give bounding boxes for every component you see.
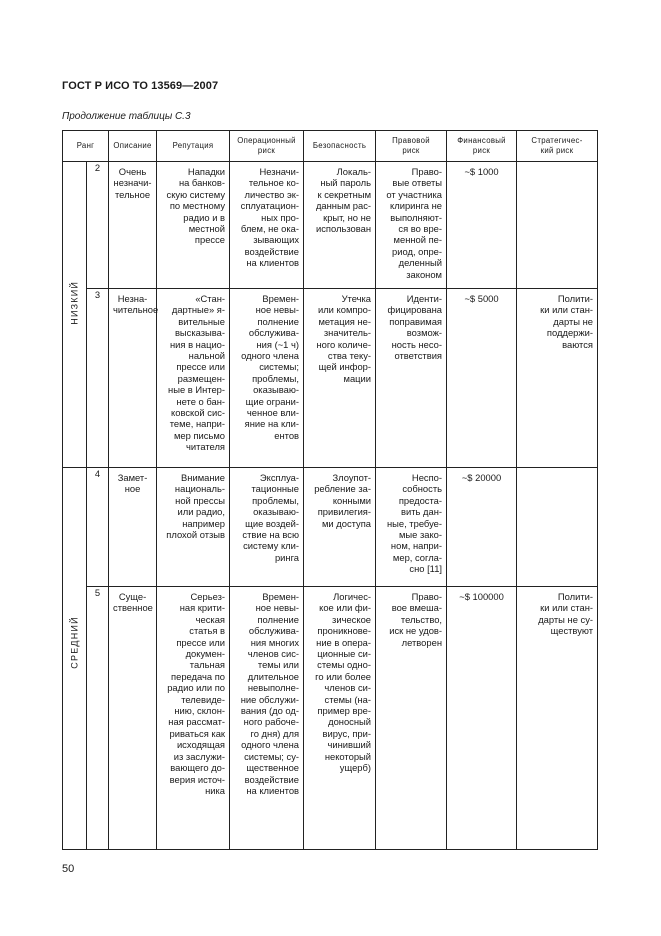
rank-cell: 3 <box>87 289 109 468</box>
financial-risk-cell: ~$ 5000 <box>464 293 499 304</box>
security-cell: Логичес- кое или фи- зическое проникнове- ние в опера- ционные си- стемы одно- го или более членов си- стемы (на- пример вре- доносный вирус, при- чинивший некоторый ущерб) <box>315 591 372 774</box>
header-description: Описание <box>109 131 157 162</box>
financial-risk-cell: ~$ 20000 <box>461 472 502 483</box>
table-row <box>63 289 598 468</box>
operational-risk-cell: Времен- ное невы- полнение обслужива- ния многих членов сис- темы или длительное невыполне- ние обслужи- вания (до од- ного рабоче- го дня) для одного члена системы; су- щественное воздействие на клиентов <box>240 591 300 796</box>
table-row <box>63 162 598 289</box>
level-low-cell <box>63 162 87 468</box>
table-caption: Продолжение таблицы С.3 <box>62 111 191 122</box>
table-row <box>63 468 598 587</box>
operational-risk-cell: Эксплуа- тационные проблемы, оказываю- щие воздей- ствие на всю систему кли- ринга <box>242 472 300 563</box>
security-cell: Локаль- ный пароль к секретным данным рас- крыт, но не использован <box>315 166 372 235</box>
legal-risk-cell: Иденти- фицирована поправимая возмож- ность несо- ответствия <box>387 293 443 362</box>
rank-cell: 4 <box>87 468 109 587</box>
header-security: Безопасность <box>304 131 376 162</box>
reputation-cell: Серьез- ная крити- ческая статья в прессе или докумен- тальная передача по радио или по телевиде- нию, склон- ная рассмат- риваться как исходящая из заслужи- вающего до- верия источ- ника <box>167 591 226 796</box>
description-cell: Очень незначи- тельное <box>113 166 152 200</box>
description-cell: Незна- чительное <box>113 293 159 316</box>
financial-risk-cell: ~$ 100000 <box>459 591 504 602</box>
level-medium-cell <box>63 468 87 850</box>
strategic-risk-cell <box>517 468 597 474</box>
document-standard-header: ГОСТ Р ИСО ТО 13569—2007 <box>62 80 219 92</box>
reputation-cell: «Стан- дартные» я- вительные высказыва- ния в нацио- нальной прессе или размещен- ные в Интер- нете о бан- ковской сис- теме, напри- мер письмо читателя <box>168 293 226 453</box>
description-cell: Суще- ственное <box>113 591 153 614</box>
rank-cell: 2 <box>87 162 109 289</box>
legal-risk-cell: Право- вое вмеша- тельство, иск не удов- летворен <box>389 591 443 648</box>
header-reputation: Репутация <box>157 131 230 162</box>
header-legal-risk: Правовой риск <box>376 131 447 162</box>
header-strategic-risk: Стратегичес- кий риск <box>517 131 598 162</box>
header-financial-risk: Финансовый риск <box>447 131 517 162</box>
reputation-cell: Внимание националь- ной прессы или радио, например плохой отзыв <box>166 472 226 541</box>
description-cell: Замет- ное <box>117 472 148 495</box>
table-header-row <box>63 131 598 162</box>
security-cell: Утечка или компро- метация не- значитель- ного количе- ства теку- щей инфор- мации <box>316 293 372 384</box>
legal-risk-cell: Неспо- собность предоста- вить дан- ные, требуе- мые зако- ном, напри- мер, согла- сно [11] <box>386 472 443 575</box>
operational-risk-cell: Незначи- тельное ко- личество эк- сплуатацион- ных про- блем, не ока- зывающих воздействие на клиентов <box>240 166 300 269</box>
page-number: 50 <box>62 863 75 875</box>
table-row <box>63 587 598 850</box>
strategic-risk-cell: Полити- ки или стан- дарты не поддержи- ваются <box>540 293 594 350</box>
strategic-risk-cell <box>517 162 597 168</box>
risk-table <box>62 130 598 850</box>
operational-risk-cell: Времен- ное невы- полнение обслужива- ния (~1 ч) одного члена системы; проблемы, оказываю- щие ограни- ченное вли- яние на кли- ентов <box>241 293 300 441</box>
reputation-cell: Нападки на банков- скую систему по местному радио и в местной прессе <box>166 166 226 246</box>
security-cell: Злоупот- ребление за- конными привилегия- ми доступа <box>314 472 372 529</box>
strategic-risk-cell: Полити- ки или стан- дарты не су- ществуют <box>538 591 594 637</box>
rank-cell: 5 <box>87 587 109 850</box>
level-label: СРЕДНИЙ <box>68 616 79 669</box>
header-operational-risk: Операционный риск <box>230 131 304 162</box>
header-rank: Ранг <box>63 131 109 162</box>
financial-risk-cell: ~$ 1000 <box>464 166 499 177</box>
legal-risk-cell: Право- вые ответы от участника клиринга не выполняют- ся во вре- менной пе- риод, опре- деленный законом <box>386 166 443 280</box>
level-label: НИЗКИЙ <box>68 280 79 325</box>
